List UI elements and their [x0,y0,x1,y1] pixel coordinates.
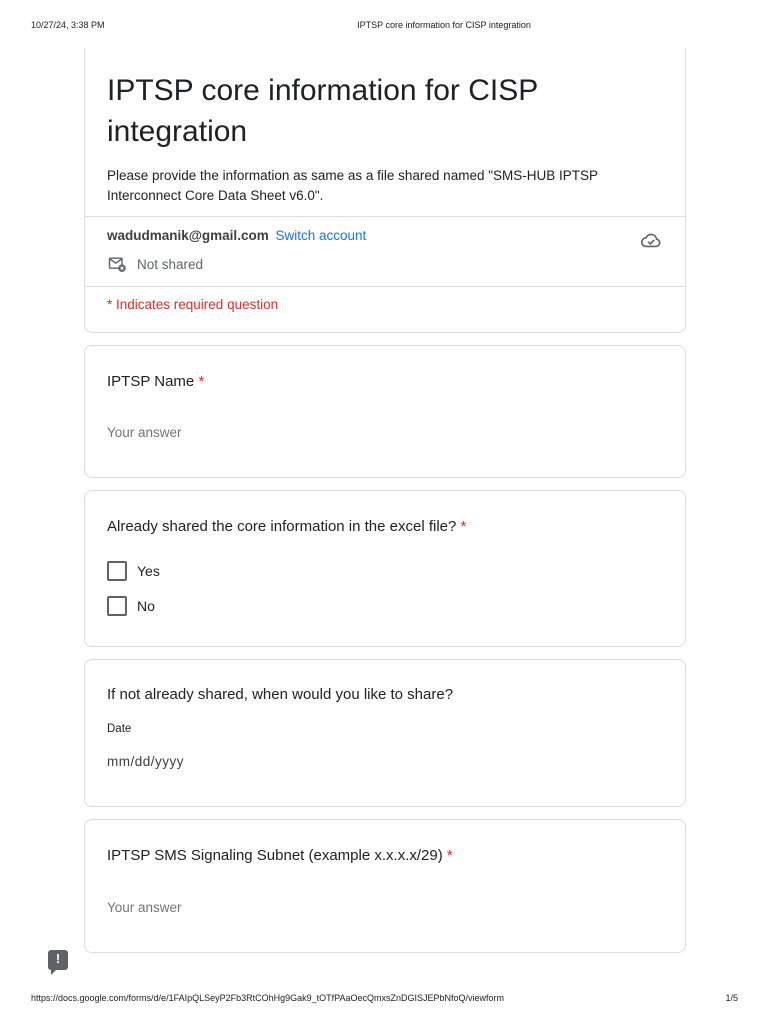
option-label: No [137,598,155,614]
date-input[interactable]: mm/dd/yyyy [107,754,185,769]
account-email: wadudmanik@gmail.com [107,228,269,243]
question-title-text: IPTSP Name [107,373,195,390]
date-label: Date [107,723,132,735]
print-datetime: 10/27/24, 3:38 PM [31,20,105,30]
required-asterisk: * [446,847,453,864]
switch-account-link[interactable]: Switch account [275,228,367,243]
question-card-iptsp-name [84,345,686,478]
print-header [0,20,768,32]
not-shared-label: Not shared [137,256,204,272]
required-asterisk: * [198,373,205,390]
cloud-saved-icon[interactable] [640,229,662,251]
checkbox[interactable] [107,561,127,581]
answer-input[interactable]: Your answer [107,900,182,915]
option-no[interactable] [107,596,155,616]
option-yes[interactable] [107,561,160,581]
form-header-card [84,48,686,333]
question-title [107,847,453,864]
form-title: IPTSP core information for CISP integration [107,74,538,148]
form-description: Please provide the information as same as a file shared named "SMS-HUB IPTSP Interconnect Core Data Sheet v6.0". [107,168,598,203]
print-page-number: 1/5 [725,993,738,1003]
question-title [107,686,453,703]
question-title-text: Already shared the core information in the excel file? [107,518,457,535]
print-doc-title: IPTSP core information for CISP integration [357,20,531,30]
mail-not-shared-icon [107,254,127,274]
question-title-text: IPTSP SMS Signaling Subnet (example x.x.x.x/29) [107,847,443,864]
question-card-sms-subnet [84,819,686,953]
divider [85,216,685,217]
question-title [107,373,204,390]
question-title [107,518,466,535]
answer-input[interactable]: Your answer [107,425,182,440]
question-card-share-date [84,659,686,807]
divider [85,286,685,287]
not-shared-status [107,254,203,274]
checkbox[interactable] [107,596,127,616]
question-card-already-shared [84,490,686,647]
option-label: Yes [137,563,160,579]
required-asterisk: * [460,518,467,535]
required-note: * Indicates required question [107,297,279,312]
print-url: https://docs.google.com/forms/d/e/1FAIpQLSeyP2Fb3RtCOhHg9Gak9_tOTfPAaOecQmxsZnDGISJEPbNfoQ/viewform [31,993,505,1003]
question-title-text: If not already shared, when would you like to share? [107,686,454,703]
account-line [107,228,366,243]
report-feedback-icon[interactable]: ! [48,950,68,970]
